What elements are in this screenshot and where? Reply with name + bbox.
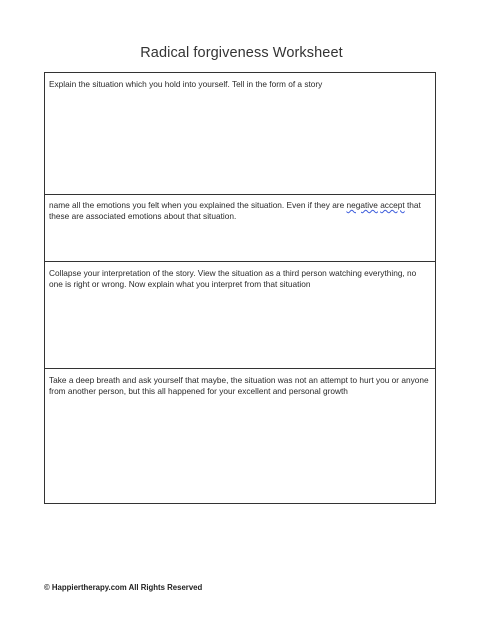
section-emotions-prompt-start: name all the emotions you felt when you explained the situation. Even if they are: [49, 200, 347, 210]
section-growth-prompt: Take a deep breath and ask yourself that maybe, the situation was not an attempt to hurt you or anyone from another person, but this all happened for your excellent and personal growth: [49, 375, 429, 396]
section-interpretation[interactable]: [45, 262, 435, 369]
section-story[interactable]: [45, 73, 435, 195]
section-emotions[interactable]: [45, 195, 435, 262]
worksheet-table: [44, 72, 436, 504]
copyright-footer: © Happiertherapy.com All Rights Reserved: [44, 583, 203, 592]
section-growth[interactable]: [45, 369, 435, 503]
section-emotions-prompt-end: that these are associated emotions about that situation.: [49, 200, 421, 221]
section-story-prompt: Explain the situation which you hold into yourself. Tell in the form of a story: [49, 79, 323, 89]
spellcheck-flag-negative[interactable]: negative: [346, 200, 378, 210]
spellcheck-flag-accept[interactable]: accept: [380, 200, 405, 210]
section-interpretation-prompt: Collapse your interpretation of the story. View the situation as a third person watching everything, no one is right or wrong. Now explain what you interpret from that situation: [49, 268, 417, 289]
page-title: Radical forgiveness Worksheet: [140, 45, 343, 61]
